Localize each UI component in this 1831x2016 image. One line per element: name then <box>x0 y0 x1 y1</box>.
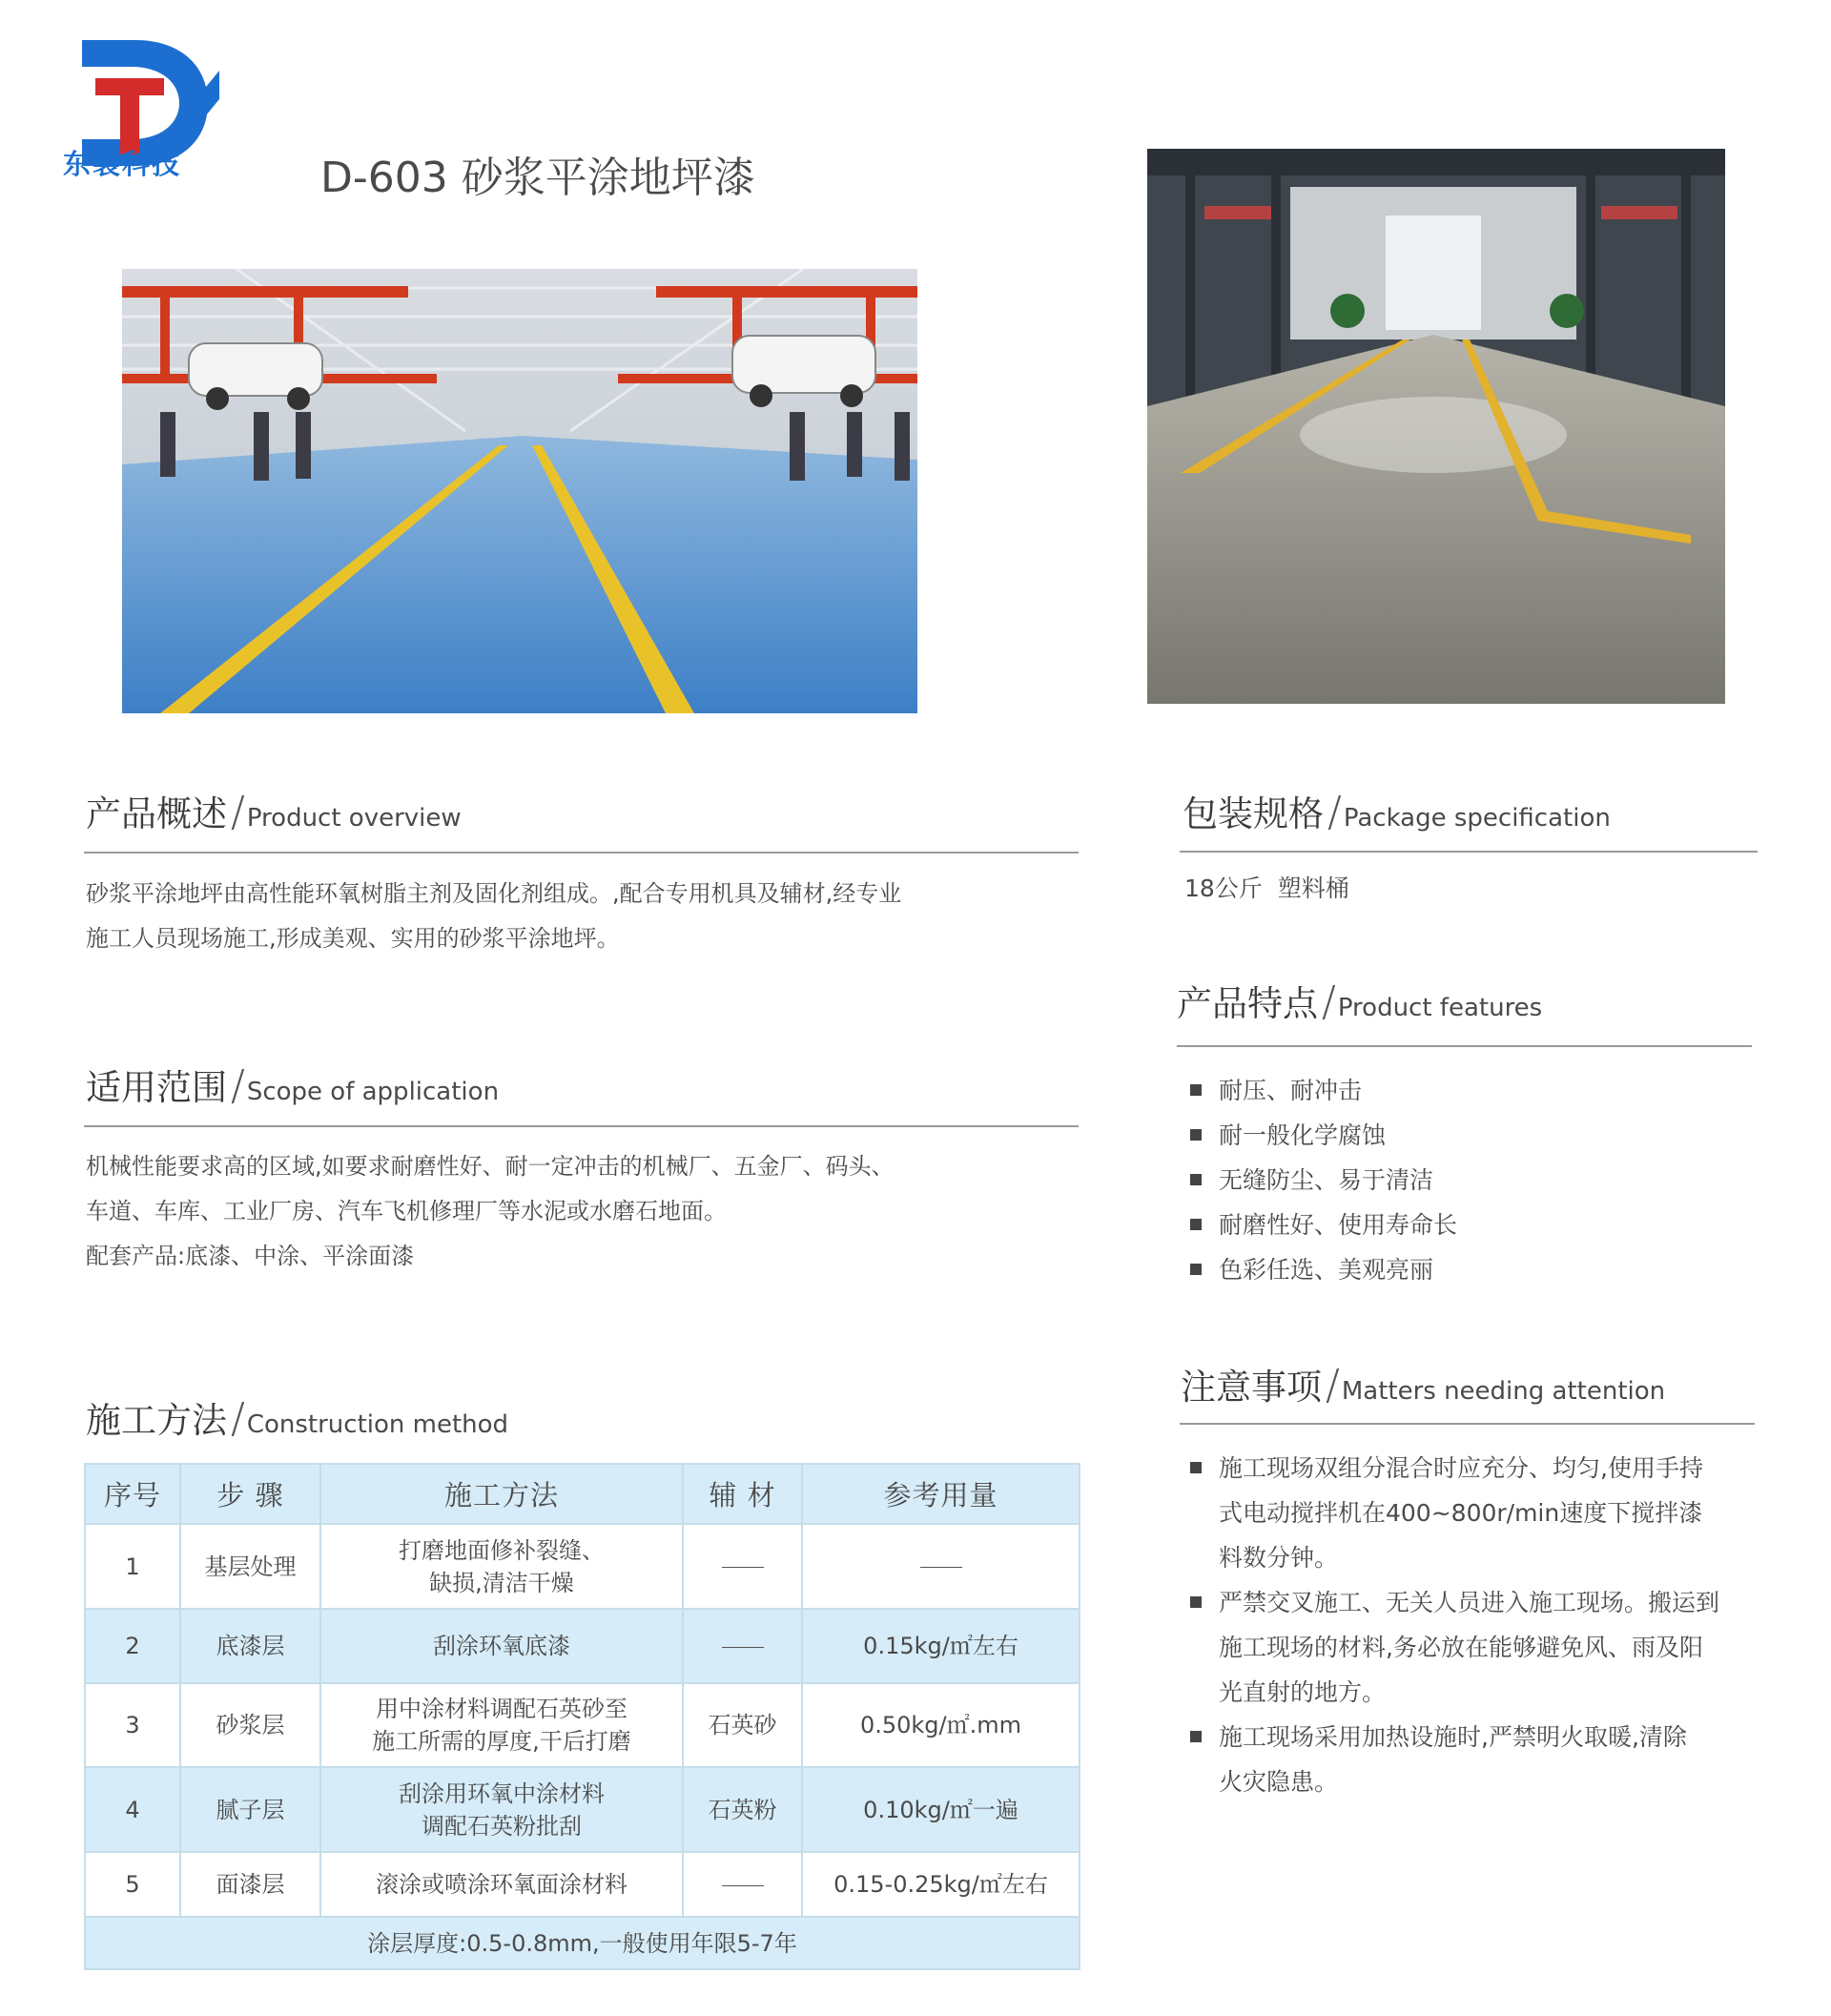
row-step: 砂浆层 <box>180 1683 320 1767</box>
method-line: 调配石英粉批刮 <box>422 1812 582 1840</box>
features-heading <box>1177 975 1542 1026</box>
method-line: 缺损,清洁干燥 <box>429 1569 574 1596</box>
overview-text <box>86 872 901 961</box>
list-item <box>1188 1580 1719 1715</box>
row-step: 基层处理 <box>180 1524 320 1609</box>
scope-text <box>86 1144 895 1279</box>
package-heading-en: Package specification <box>1343 804 1611 833</box>
empty-dash <box>920 1567 962 1568</box>
attention-heading-zh: 注意事项 <box>1181 1367 1322 1408</box>
row-aux <box>683 1609 802 1683</box>
warehouse-floor-photo <box>1147 149 1725 704</box>
heading-slash: / <box>1326 1361 1340 1409</box>
package-heading <box>1183 785 1611 836</box>
row-no: 4 <box>85 1767 180 1852</box>
row-usage: 0.15-0.25kg/㎡左右 <box>802 1852 1080 1917</box>
row-method <box>320 1852 683 1917</box>
header-step: 步 骤 <box>180 1464 320 1524</box>
table-row <box>85 1767 1080 1852</box>
header-method: 施工方法 <box>320 1464 683 1524</box>
row-usage: 0.15kg/㎡左右 <box>802 1609 1080 1683</box>
row-no: 3 <box>85 1683 180 1767</box>
attention-line: 式电动搅拌机在400~800r/min速度下搅拌漆 <box>1219 1499 1703 1527</box>
overview-heading-zh: 产品概述 <box>86 793 227 834</box>
row-method <box>320 1609 683 1683</box>
features-heading-zh: 产品特点 <box>1177 983 1318 1024</box>
attention-line: 施工现场的材料,务必放在能够避免风、雨及阳 <box>1219 1634 1703 1661</box>
attention-line: 料数分钟。 <box>1219 1544 1339 1572</box>
overview-heading-en: Product overview <box>246 804 462 833</box>
list-item: 耐磨性好、使用寿命长 <box>1188 1203 1457 1247</box>
row-no: 2 <box>85 1609 180 1683</box>
attention-line: 光直射的地方。 <box>1219 1678 1387 1706</box>
document-title: D-603 砂浆平涂地坪漆 <box>320 154 755 202</box>
attention-line: 严禁交叉施工、无关人员进入施工现场。搬运到 <box>1219 1589 1720 1616</box>
method-line: 刮涂用环氧中涂材料 <box>399 1779 605 1807</box>
row-step: 腻子层 <box>180 1767 320 1852</box>
empty-dash <box>722 1567 764 1568</box>
row-usage: 0.50kg/㎡.mm <box>802 1683 1080 1767</box>
method-line: 用中涂材料调配石英砂至 <box>376 1696 627 1722</box>
package-text: 18公斤 塑料桶 <box>1184 874 1349 902</box>
construction-heading <box>86 1391 508 1443</box>
scope-line: 机械性能要求高的区域,如要求耐磨性好、耐一定冲击的机械厂、五金厂、码头、 <box>86 1153 895 1180</box>
list-item <box>1188 1446 1719 1580</box>
row-aux <box>683 1524 802 1609</box>
table-row <box>85 1852 1080 1917</box>
table-row <box>85 1609 1080 1683</box>
attention-line: 施工现场双组分混合时应充分、均匀,使用手持 <box>1219 1454 1703 1482</box>
table-footer-row <box>85 1917 1080 1969</box>
scope-heading-en: Scope of application <box>246 1078 500 1106</box>
table-row <box>85 1683 1080 1767</box>
header-no: 序号 <box>85 1464 180 1524</box>
list-item: 色彩任选、美观亮丽 <box>1188 1247 1457 1292</box>
row-aux: 石英粉 <box>683 1767 802 1852</box>
row-no: 5 <box>85 1852 180 1917</box>
attention-heading-en: Matters needing attention <box>1341 1377 1666 1406</box>
scope-line: 配套产品:底漆、中涂、平涂面漆 <box>86 1243 415 1269</box>
row-method <box>320 1524 683 1609</box>
attention-line: 火灾隐患。 <box>1219 1768 1339 1796</box>
table-header-row <box>85 1464 1080 1524</box>
list-item <box>1188 1715 1719 1804</box>
factory-floor-photo <box>122 269 917 713</box>
scope-line: 车道、车库、工业厂房、汽车飞机修理厂等水泥或水磨石地面。 <box>86 1198 727 1224</box>
method-line: 滚涂或喷涂环氧面涂材料 <box>376 1871 627 1898</box>
construction-method-table <box>84 1463 1080 1970</box>
attention-list <box>1188 1446 1719 1804</box>
row-method <box>320 1767 683 1852</box>
header-aux: 辅 材 <box>683 1464 802 1524</box>
scope-divider <box>84 1125 1079 1127</box>
table-row <box>85 1524 1080 1609</box>
header-usage: 参考用量 <box>802 1464 1080 1524</box>
coating-thickness-note: 涂层厚度:0.5-0.8mm,一般使用年限5-7年 <box>85 1917 1080 1969</box>
features-list <box>1188 1068 1457 1292</box>
row-usage: 0.10kg/㎡一遍 <box>802 1767 1080 1852</box>
construction-heading-zh: 施工方法 <box>86 1400 227 1441</box>
heading-slash: / <box>231 1394 245 1443</box>
overview-heading <box>86 785 462 836</box>
brand-name: 东装科技 <box>63 148 182 180</box>
row-usage <box>802 1524 1080 1609</box>
heading-slash: / <box>1322 977 1336 1026</box>
features-divider <box>1177 1045 1752 1047</box>
row-no: 1 <box>85 1524 180 1609</box>
method-line: 刮涂环氧底漆 <box>433 1633 570 1659</box>
list-item: 无缝防尘、易于清洁 <box>1188 1158 1457 1203</box>
method-line: 施工所需的厚度,干后打磨 <box>372 1728 631 1755</box>
scope-heading <box>86 1059 499 1110</box>
attention-line: 施工现场采用加热设施时,严禁明火取暖,清除 <box>1219 1723 1687 1751</box>
overview-line: 施工人员现场施工,形成美观、实用的砂浆平涂地坪。 <box>86 925 620 952</box>
list-item: 耐一般化学腐蚀 <box>1188 1113 1457 1158</box>
construction-heading-en: Construction method <box>246 1410 509 1439</box>
heading-slash: / <box>231 1061 245 1110</box>
row-step: 底漆层 <box>180 1609 320 1683</box>
overview-line: 砂浆平涂地坪由高性能环氧树脂主剂及固化剂组成。,配合专用机具及辅材,经专业 <box>86 880 902 907</box>
row-method <box>320 1683 683 1767</box>
heading-slash: / <box>231 788 245 836</box>
scope-heading-zh: 适用范围 <box>86 1067 227 1108</box>
package-divider <box>1180 851 1758 853</box>
list-item: 耐压、耐冲击 <box>1188 1068 1457 1113</box>
empty-dash <box>722 1647 764 1648</box>
overview-divider <box>84 852 1079 854</box>
row-aux <box>683 1852 802 1917</box>
features-heading-en: Product features <box>1337 994 1543 1022</box>
heading-slash: / <box>1327 788 1342 836</box>
row-aux: 石英砂 <box>683 1683 802 1767</box>
empty-dash <box>722 1885 764 1886</box>
method-line: 打磨地面修补裂缝、 <box>399 1536 605 1564</box>
attention-heading <box>1181 1358 1665 1409</box>
row-step: 面漆层 <box>180 1852 320 1917</box>
attention-divider <box>1180 1423 1755 1425</box>
package-heading-zh: 包装规格 <box>1183 793 1324 834</box>
